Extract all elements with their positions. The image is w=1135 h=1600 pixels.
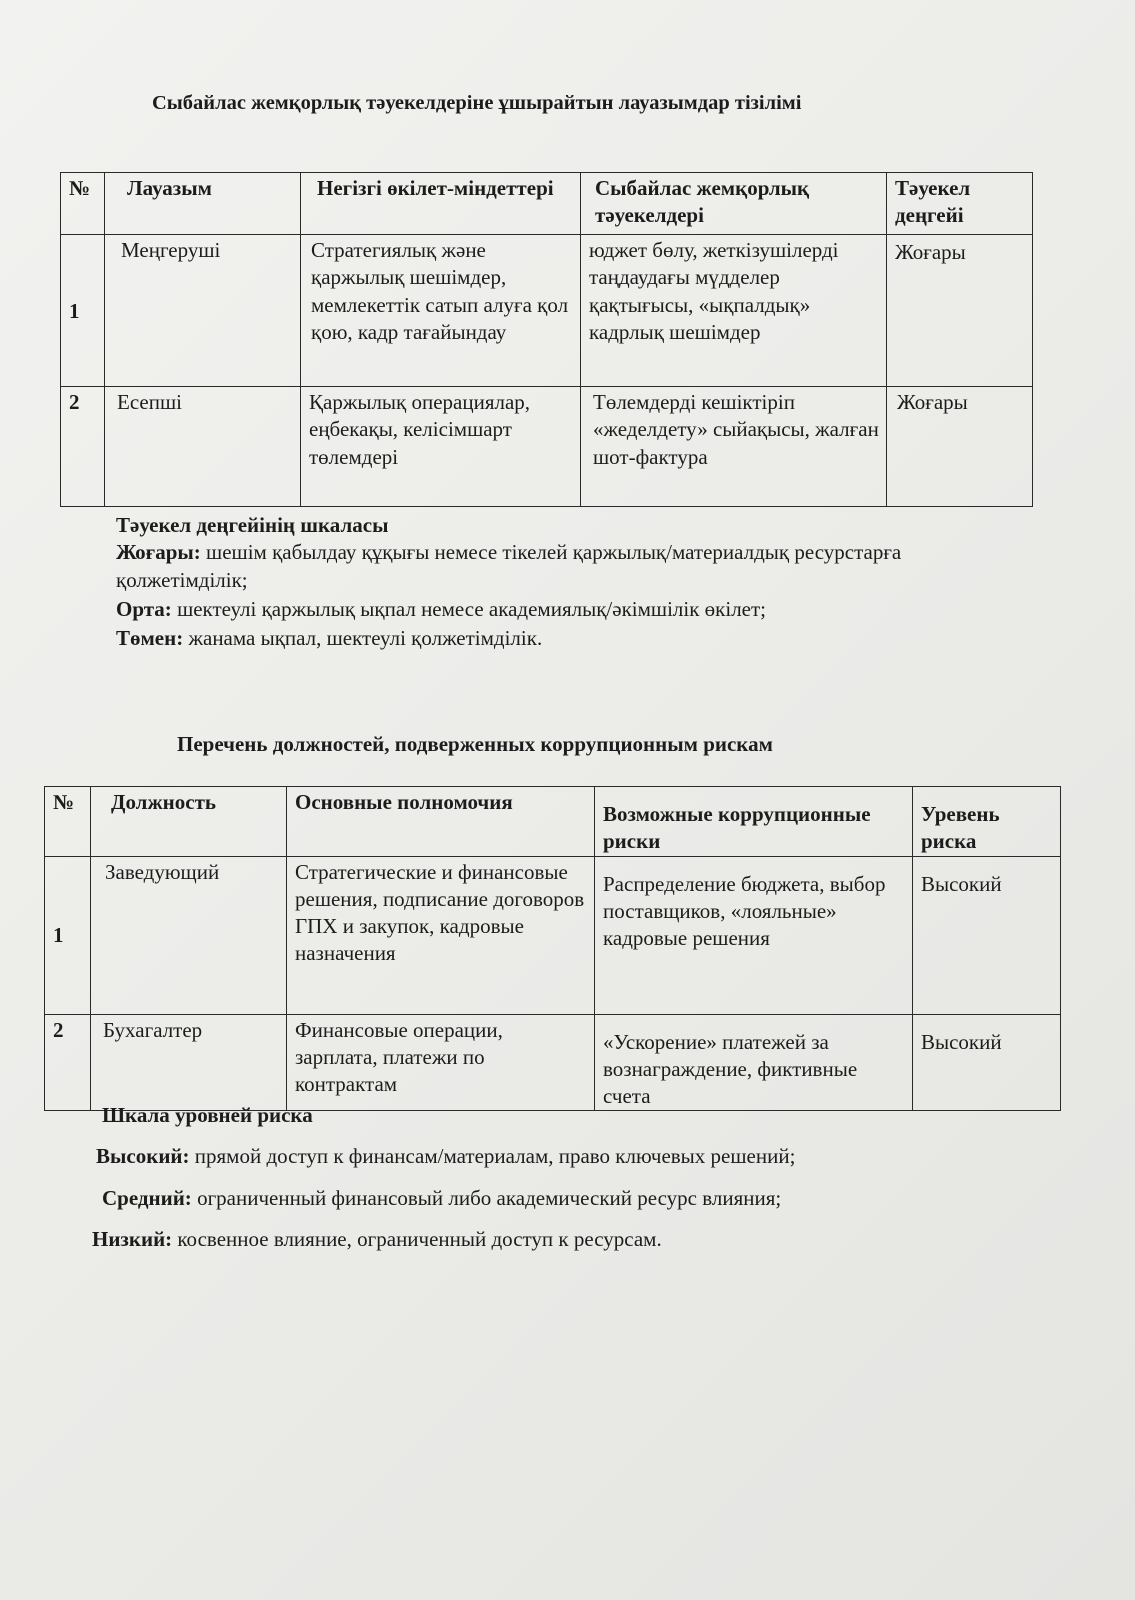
scale-label: Орта: <box>116 596 172 621</box>
col-num-header: № <box>61 173 105 235</box>
table-row <box>61 387 1033 507</box>
row-level: Жоғары <box>887 387 1033 507</box>
scale-label: Высокий: <box>96 1144 190 1169</box>
row-position: Заведующий <box>91 856 287 1014</box>
col-level-header: Тәуекел деңгейі <box>887 173 1033 235</box>
col-risks-header: Сыбайлас жемқорлық тәуекелдері <box>581 173 887 235</box>
row-position: Есепші <box>105 387 301 507</box>
table-row <box>61 235 1033 387</box>
col-num-header: № <box>45 787 91 857</box>
scale-item-medium <box>102 1185 1016 1212</box>
kz-positions-table <box>60 172 1033 507</box>
row-risks: Распределение бюджета, выбор поставщиков, «лояльные» кадровые решения <box>595 856 913 1014</box>
scale-item-high <box>116 539 996 594</box>
kz-heading: Сыбайлас жемқорлық тәуекелдеріне ұшырайтын лауазымдар тізілімі <box>152 92 802 114</box>
row-num: 1 <box>45 856 91 1014</box>
ru-positions-table <box>44 786 1061 1111</box>
col-duties-header: Основные полномочия <box>287 787 595 857</box>
scale-item-low <box>92 1226 1016 1253</box>
row-level: Жоғары <box>887 235 1033 387</box>
scale-item-high <box>96 1143 1016 1170</box>
table-row <box>45 856 1061 1014</box>
row-level: Высокий <box>913 1014 1061 1111</box>
row-risks: юджет бөлу, жеткізушілерді таңдаудағы мүдделер қақтығысы, «ықпалдық» кадрлық шешімдер <box>581 235 887 387</box>
col-duties-header: Негізгі өкілет-міндеттері <box>301 173 581 235</box>
row-level: Высокий <box>913 856 1061 1014</box>
col-position-header: Должность <box>91 787 287 857</box>
row-risks: Төлемдерді кешіктіріп «жеделдету» сыйақысы, жалған шот-фактура <box>581 387 887 507</box>
row-duties: Стратегические и финансовые решения, подписание договоров ГПХ и закупок, кадровые назначения <box>287 856 595 1014</box>
row-duties: Стратегиялық және қаржылық шешімдер, мемлекеттік сатып алуға қол қою, кадр тағайындау <box>301 235 581 387</box>
kz-scale-title: Тәуекел деңгейінің шкаласы <box>116 513 389 537</box>
row-num: 2 <box>45 1014 91 1111</box>
col-risks-header: Возможные коррупционные риски <box>595 787 913 857</box>
ru-risk-scale <box>92 1102 1016 1253</box>
table-header-row <box>61 173 1033 235</box>
table-row <box>45 1014 1061 1111</box>
row-position: Меңгеруші <box>105 235 301 387</box>
scale-text: шектеулі қаржылық ықпал немесе академиялық/әкімшілік өкілет; <box>177 596 767 621</box>
col-position-header: Лауазым <box>105 173 301 235</box>
row-duties: Қаржылық операциялар, еңбекақы, келісімшарт төлемдері <box>301 387 581 507</box>
scale-text: прямой доступ к финансам/материалам, право ключевых решений; <box>194 1144 796 1169</box>
scale-label: Жоғары: <box>116 540 201 565</box>
scale-label: Төмен: <box>116 626 184 651</box>
row-num: 2 <box>61 387 105 507</box>
scale-text: косвенное влияние, ограниченный доступ к ресурсам. <box>177 1226 662 1251</box>
scale-text: ограниченный финансовый либо академический ресурс влияния; <box>197 1185 782 1210</box>
row-position: Бухагалтер <box>91 1014 287 1111</box>
scale-label: Средний: <box>102 1185 192 1210</box>
scale-item-medium <box>116 596 996 623</box>
table-header-row <box>45 787 1061 857</box>
col-level-header: Уревень риска <box>913 787 1061 857</box>
scale-text: шешім қабылдау құқығы немесе тікелей қаржылық/материалдық ресурстарға қолжетімділік; <box>116 540 902 592</box>
scale-item-low <box>116 625 996 652</box>
ru-heading: Перечень должностей, подверженных коррупционным рискам <box>177 732 773 756</box>
scale-text: жанама ықпал, шектеулі қолжетімділік. <box>188 626 543 651</box>
row-duties: Финансовые операции, зарплата, платежи по контрактам <box>287 1014 595 1111</box>
row-num: 1 <box>61 235 105 387</box>
kz-risk-scale <box>116 512 996 652</box>
ru-scale-title: Шкала уровней риска <box>102 1103 313 1127</box>
row-risks: «Ускорение» платежей за вознаграждение, фиктивные счета <box>595 1014 913 1111</box>
scale-label: Низкий: <box>92 1226 173 1251</box>
